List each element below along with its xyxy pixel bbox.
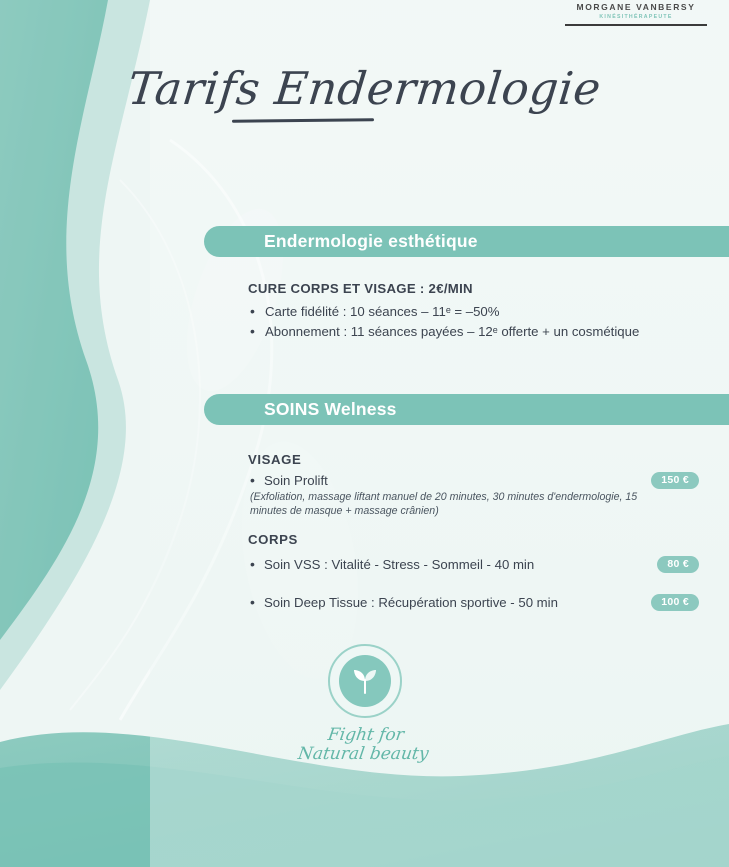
cure-bullet-list (248, 302, 699, 342)
service-label: Soin Prolift (264, 472, 328, 488)
footer-logo (0, 644, 729, 764)
leaf-icon (339, 655, 391, 707)
leaf-icon-glyph (348, 664, 382, 698)
bullet-icon: • (250, 556, 255, 572)
service-note: (Exfoliation, massage liftant manuel de 20 minutes, 30 minutes d'endermologie, 15 minutes de masque + massage crânien) (250, 491, 638, 517)
service-label: Soin Deep Tissue : Récupération sportive - 50 min (264, 594, 558, 610)
service-row (248, 472, 699, 488)
footer-tagline-line2: Natural beauty (296, 744, 430, 764)
cure-lead-line: CURE CORPS ET VISAGE : 2€/MIN (248, 281, 473, 296)
section-header-endermologie-esthetique (204, 226, 729, 257)
group-title-visage: VISAGE (248, 452, 302, 467)
page-title: Tarifs Endermologie (125, 62, 604, 115)
section-body-soins-welness (248, 452, 699, 610)
group-title-corps: CORPS (248, 532, 298, 547)
price-badge: 80 € (657, 556, 699, 573)
footer-tagline-line1: Fight for (326, 725, 406, 745)
bullet-icon: • (250, 594, 255, 610)
bullet-icon: • (250, 472, 255, 488)
price-badge: 150 € (651, 472, 699, 489)
service-row (248, 556, 699, 572)
list-item: • Abonnement : 11 séances payées – 12ᵉ offerte + un cosmétique (248, 322, 699, 342)
service-row (248, 594, 699, 610)
price-badge: 100 € (651, 594, 699, 611)
section-body-endermologie-esthetique (248, 281, 699, 342)
page-title-wrap (0, 62, 729, 122)
list-item: • Carte fidélité : 10 séances – 11ᵉ = –50% (248, 302, 699, 322)
footer-tagline (0, 726, 729, 764)
brand-divider (565, 24, 707, 26)
brand-subtitle: KINÉSITHÉRAPEUTE (599, 14, 673, 20)
section-header-label: Endermologie esthétique (264, 231, 478, 251)
footer-logo-circle (328, 644, 402, 718)
section-header-soins-welness (204, 394, 729, 425)
section-header-label: SOINS Welness (264, 399, 397, 419)
service-label: Soin VSS : Vitalité - Stress - Sommeil - 40 min (264, 556, 535, 572)
brand-logo (561, 0, 711, 26)
brand-name: MORGANE VANBERSY (576, 2, 696, 12)
